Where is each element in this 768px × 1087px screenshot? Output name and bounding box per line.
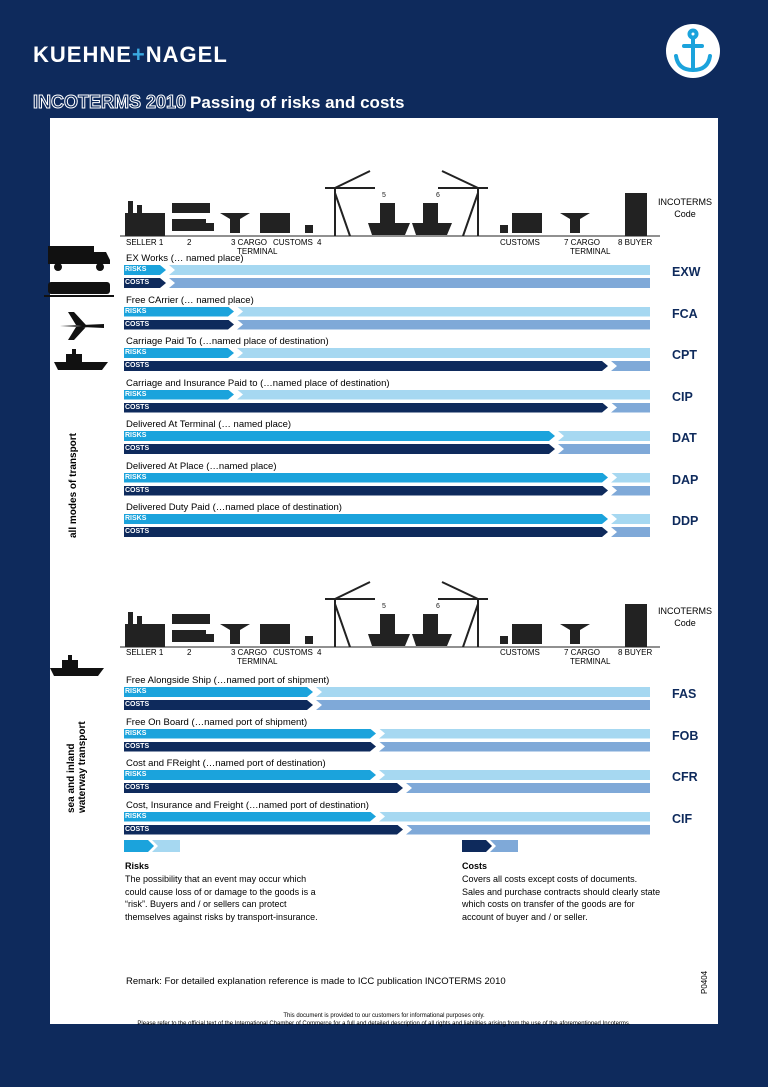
fas-cost-bar	[124, 700, 650, 710]
ddp-risk-seller-segment	[124, 514, 608, 524]
legend-risks-swatch	[124, 840, 182, 852]
incoterm-code-fca: FCA	[672, 306, 698, 321]
dap-cost-bar	[124, 486, 650, 496]
cfr-cost-buyer-segment	[406, 783, 650, 793]
fob-cost-buyer-segment	[379, 742, 650, 752]
fob-cost-bar	[124, 742, 650, 752]
cost-label: COSTS	[125, 320, 150, 328]
warehouse-icon	[260, 213, 313, 233]
cargo-terminal-icon	[220, 213, 250, 233]
legend-risks-title: Risks	[125, 861, 150, 871]
cargo-terminal-right-icon	[560, 213, 590, 233]
stage-6-label-b: 6	[436, 603, 440, 610]
term-name-cfr: Cost and FReight (…named port of destination)	[126, 758, 326, 769]
incoterm-code-cfr: CFR	[672, 770, 698, 784]
dap-cost-seller-segment	[124, 486, 608, 496]
fca-cost-buyer-segment	[237, 320, 650, 330]
incoterm-code-cip: CIP	[672, 389, 693, 404]
term-name-fob: Free On Board (…named port of shipment)	[126, 716, 308, 728]
risk-label: RISKS	[125, 390, 147, 398]
cost-label: COSTS	[125, 486, 150, 494]
term-name-fas: Free Alongside Ship (…named port of shipment)	[126, 675, 330, 686]
risk-label: RISKS	[125, 688, 147, 695]
risk-label: RISKS	[125, 729, 147, 737]
ddp-cost-seller-segment	[124, 527, 608, 537]
cif-cost-bar	[124, 825, 650, 835]
dat-cost-seller-segment	[124, 444, 555, 454]
remark-text: Remark: For detailed explanation reference is made to ICC publication INCOTERMS 2010	[126, 976, 506, 987]
legend-risks-text: The possibility that an event may occur which could cause loss of or damage to the goods is a “risk”. Buyers and / or sellers can protect themselves against risks by transport-insurance.	[125, 874, 318, 922]
cfr-risk-seller-segment	[124, 770, 376, 780]
incoterm-code-ddp: DDP	[672, 514, 699, 528]
exw-risk-bar	[124, 265, 650, 275]
term-name-fca: Free CArrier (… named place)	[126, 294, 254, 306]
fas-risk-seller-segment	[124, 687, 313, 697]
incoterm-code-dat: DAT	[672, 431, 697, 445]
cip-risk-bar	[124, 390, 650, 400]
fca-risk-bar	[124, 307, 650, 317]
factory-icon	[125, 201, 165, 236]
risk-label: RISKS	[125, 515, 147, 522]
airplane-icon	[58, 310, 106, 342]
ddp-cost-buyer-segment	[611, 527, 650, 537]
dap-risk-seller-segment	[124, 473, 608, 483]
anchor-logo-icon	[664, 22, 722, 80]
footer-disclaimer: This document is provided to our customers for informational purposes only. Please refer to the official text of the International Chamber of Commerce for a full and detailed description of all rights and liabilities arising from the use of the aforementioned Incoterms.	[137, 1013, 631, 1027]
ship-right-icon	[412, 203, 452, 235]
ddp-risk-bar	[124, 514, 650, 524]
cost-label: COSTS	[125, 362, 150, 369]
cpt-cost-bar	[124, 361, 650, 371]
exw-risk-buyer-segment	[169, 265, 650, 275]
page-title: INCOTERMS 2010 Passing of risks and costs	[33, 92, 405, 112]
cost-label: COSTS	[125, 279, 150, 286]
incoterm-code-fob: FOB	[672, 728, 699, 743]
cip-cost-bar	[124, 403, 650, 413]
cif-risk-bar	[124, 812, 650, 822]
cfr-risk-buyer-segment	[379, 770, 650, 780]
incoterm-code-cif: CIF	[672, 811, 693, 826]
cpt-cost-buyer-segment	[611, 361, 650, 371]
side-label-all-modes: all modes of transport	[68, 432, 79, 538]
dat-cost-buyer-segment	[558, 444, 650, 454]
side-label-sea: sea and inland waterway transport	[66, 721, 88, 813]
dat-risk-buyer-segment	[558, 431, 650, 441]
risk-label: RISKS	[125, 473, 147, 481]
legend-costs-text: Covers all costs except costs of documents. Sales and purchase contracts should clearly state which costs on transfer of the goods are for account of buyer and / or seller.	[462, 874, 661, 922]
cfr-cost-seller-segment	[124, 783, 403, 793]
fca-risk-buyer-segment	[237, 307, 650, 317]
fob-risk-bar	[124, 729, 650, 739]
term-name-dap: Delivered At Place (…named place)	[126, 460, 277, 472]
cip-cost-buyer-segment	[611, 403, 650, 413]
fob-risk-buyer-segment	[379, 729, 650, 739]
risk-label: RISKS	[125, 812, 147, 820]
buyer-building-icon	[625, 193, 647, 236]
ddp-risk-buyer-segment	[611, 514, 650, 524]
legend-costs-swatch	[462, 840, 520, 852]
incoterm-code-dap: DAP	[672, 472, 699, 487]
fas-risk-buyer-segment	[316, 687, 650, 697]
dat-cost-bar	[124, 444, 650, 454]
cost-label: COSTS	[125, 445, 150, 452]
term-name-cif: Cost, Insurance and Freight (…named port of destination)	[126, 799, 369, 811]
ship-icon-sea	[48, 654, 106, 678]
incoterm-code-fas: FAS	[672, 687, 697, 701]
fas-cost-buyer-segment	[316, 700, 650, 710]
cfr-cost-bar	[124, 783, 650, 793]
term-name-dat: Delivered At Terminal (… named place)	[126, 419, 292, 430]
incoterms-code-header-bottom: INCOTERMS Code	[658, 606, 712, 628]
cfr-risk-bar	[124, 770, 650, 780]
ship-left-icon	[368, 203, 410, 235]
truck-train-icon	[172, 203, 214, 231]
fob-risk-seller-segment	[124, 729, 376, 739]
cip-risk-buyer-segment	[237, 390, 650, 400]
cpt-risk-buyer-segment	[237, 348, 650, 358]
risk-label: RISKS	[125, 432, 147, 439]
cip-cost-seller-segment	[124, 403, 608, 413]
brand-logo: KUEHNE+NAGEL	[33, 42, 228, 67]
dap-risk-bar	[124, 473, 650, 483]
risk-label: RISKS	[125, 771, 147, 778]
crane-left-icon	[325, 171, 375, 236]
fas-risk-bar	[124, 687, 650, 697]
cost-label: COSTS	[125, 742, 150, 750]
incoterms-code-header-top: INCOTERMS Code	[658, 197, 712, 219]
fas-cost-seller-segment	[124, 700, 313, 710]
stage-5-label-b: 5	[382, 603, 386, 610]
fob-cost-seller-segment	[124, 742, 376, 752]
fca-cost-bar	[124, 320, 650, 330]
dat-risk-seller-segment	[124, 431, 555, 441]
risk-label: RISKS	[125, 266, 147, 273]
term-name-cpt: Carriage Paid To (…named place of destination)	[126, 336, 329, 347]
document-code: P0404	[700, 970, 709, 994]
ddp-cost-bar	[124, 527, 650, 537]
warehouse-right-icon	[500, 213, 542, 233]
train-icon	[44, 278, 114, 298]
cost-label: COSTS	[125, 784, 150, 791]
stage-5-label: 5	[382, 192, 386, 199]
ship-icon	[52, 348, 110, 372]
exw-cost-bar	[124, 278, 650, 288]
cpt-risk-bar	[124, 348, 650, 358]
legend-costs-title: Costs	[462, 861, 488, 871]
cost-label: COSTS	[125, 528, 150, 535]
term-name-exw: EX Works (… named place)	[126, 253, 244, 264]
incoterm-code-exw: EXW	[672, 265, 701, 279]
cif-cost-seller-segment	[124, 825, 403, 835]
risk-label: RISKS	[125, 307, 147, 315]
dap-risk-buyer-segment	[611, 473, 650, 483]
stage-6-label: 6	[436, 192, 440, 199]
risk-label: RISKS	[125, 349, 147, 356]
cif-cost-buyer-segment	[406, 825, 650, 835]
truck-icon	[46, 244, 112, 272]
exw-cost-buyer-segment	[169, 278, 650, 288]
cost-label: COSTS	[125, 701, 150, 708]
term-name-ddp: Delivered Duty Paid (…named place of destination)	[126, 502, 342, 513]
dap-cost-buyer-segment	[611, 486, 650, 496]
cpt-cost-seller-segment	[124, 361, 608, 371]
cif-risk-seller-segment	[124, 812, 376, 822]
term-name-cip: Carriage and Insurance Paid to (…named place of destination)	[126, 377, 390, 389]
cif-risk-buyer-segment	[379, 812, 650, 822]
cost-label: COSTS	[125, 825, 150, 833]
incoterm-code-cpt: CPT	[672, 348, 697, 362]
cost-label: COSTS	[125, 403, 150, 411]
dat-risk-bar	[124, 431, 650, 441]
